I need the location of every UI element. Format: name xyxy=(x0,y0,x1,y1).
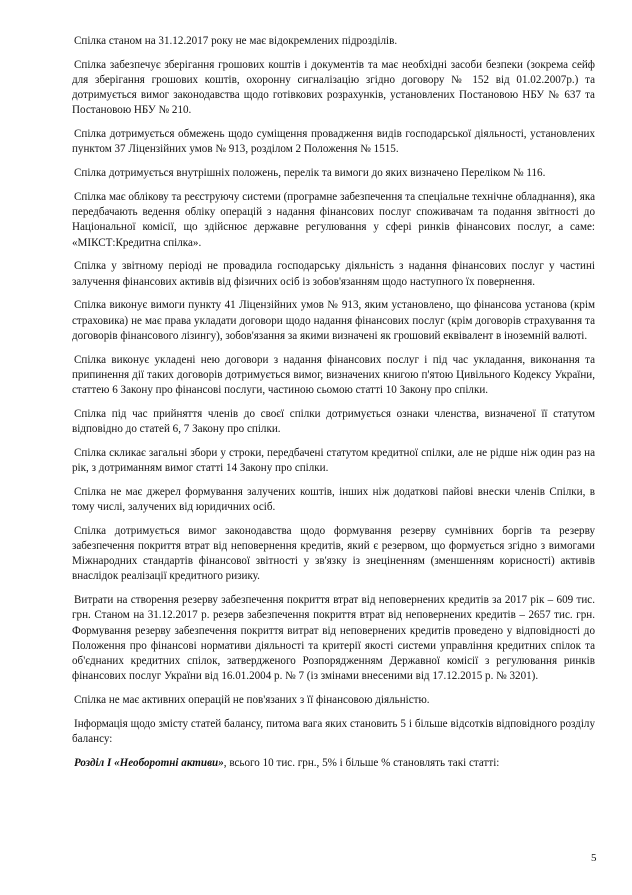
page-number: 5 xyxy=(591,852,597,864)
paragraph: Спілка не має джерел формування залучених коштів, інших ніж додаткові пайові внески членів Спілки, в тому числі, залучених від юридичних осіб. xyxy=(72,485,595,514)
paragraph: Спілка станом на 31.12.2017 року не має відокремлених підрозділів. xyxy=(74,35,398,47)
paragraph: Спілка не має активних операцій не пов'язаних з її фінансовою діяльністю. xyxy=(74,694,430,707)
paragraph: Інформація щодо змісту статей балансу, питома вага яких становить 5 і більше відсотків відповідного розділу балансу: xyxy=(72,717,595,746)
paragraph: Спілка під час прийняття членів до своєї спілки дотримується ознаки членства, визначеної її статутом відповідно до статей 6, 7 Закону про спілки. xyxy=(72,407,595,436)
paragraph: Витрати на створення резерву забезпечення покриття втрат від неповернених кредитів за 2017 рік – 609 тис. грн. Станом на 31.12.2017 р. резерв забезпечення покриття втрат від неповернених кредитів – 2657 тис. грн. Формування резерву забезпечення покриття витрат від неповернених кредитів проведено у відповідності до Положення про фінансові нормативи діяльності та критерії якості системи управління кредитних спілок та об'єднаних кредитних спілок, затвердженого Розпорядженням Державної комісії з регулювання ринків фінансових послуг України від 16.01.2004 р. № 7 (із змінами внесеними від 17.12.2015 р. № 3201). xyxy=(72,594,595,683)
section-text: , всього 10 тис. грн., 5% і більше % становлять такі статті: xyxy=(223,756,500,769)
paragraph: Спілка дотримується внутрішніх положень, перелік та вимоги до яких визначено Переліком № 116. xyxy=(74,167,546,180)
paragraph: Спілка забезпечує зберігання грошових коштів і документів та має необхідні засоби безпеки (зокрема сейф для зберігання грошових коштів, охоронну сигналізацію згідно договору № 152 від 01.02.2007р.) та дотримується вимог законодавства щодо готівкових розрахунків, установлених Постановою НБУ № 637 та Постановою НБУ № 210. xyxy=(72,58,595,117)
paragraph: Спілка у звітному періоді не провадила господарську діяльність з надання фінансових послуг у частині залучення фінансових активів від фізичних осіб із зобов'язанням щодо наступного їх повернення. xyxy=(72,260,595,288)
document-body xyxy=(72,34,595,780)
paragraph: Спілка виконує укладені нею договори з надання фінансових послуг і під час укладання, виконання та припинення дії таких договорів дотримується вимог, визначених книгою п'ятою Цивільного Кодексу України, статтею 6 Закону про фінансові послуги, частиною сьомою статті 10 Закону про спілки. xyxy=(72,353,595,397)
paragraph: Спілка дотримується вимог законодавства щодо формування резерву сумнівних боргів та резерву забезпечення покриття втрат від неповернення кредитів, який є резервом, що формується згідно з вимогами Міжнародних стандартів фінансової звітності у зв'язку із знеціненням (зменшенням корисності) активів внаслідок реалізації кредитного ризику. xyxy=(72,524,595,583)
section-heading-paragraph xyxy=(72,756,595,771)
section-title: Розділ І «Необоротні активи» xyxy=(74,756,224,769)
paragraph: Спілка має облікову та реєструючу системи (програмне забезпечення та спеціальне технічне обладнання), яка передбачають ведення обліку операцій з надання фінансових послуг споживачам та подання звітності до Національної комісії, що здійснює державне регулювання у сфері ринків фінансових послуг, а саме: «МІКСТ:Кредитна спілка». xyxy=(72,191,595,249)
paragraph: Спілка скликає загальні збори у строки, передбачені статутом кредитної спілки, але не рідше ніж один раз на рік, з дотриманням вимог статті 14 Закону про спілки. xyxy=(72,446,595,475)
paragraph: Спілка виконує вимоги пункту 41 Ліцензійних умов № 913, яким установлено, що фінансова установа (крім страховика) не має права укладати договори щодо надання фінансових послуг (крім договорів страхування та договорів фінансового лізингу), зобов'язання за якими визначені як грошовий еквівалент в іноземній валюті. xyxy=(72,299,595,342)
paragraph: Спілка дотримується обмежень щодо суміщення провадження видів господарської діяльності, установлених пунктом 37 Ліцензійних умов № 913, розділом 2 Положення № 1515. xyxy=(72,128,595,156)
